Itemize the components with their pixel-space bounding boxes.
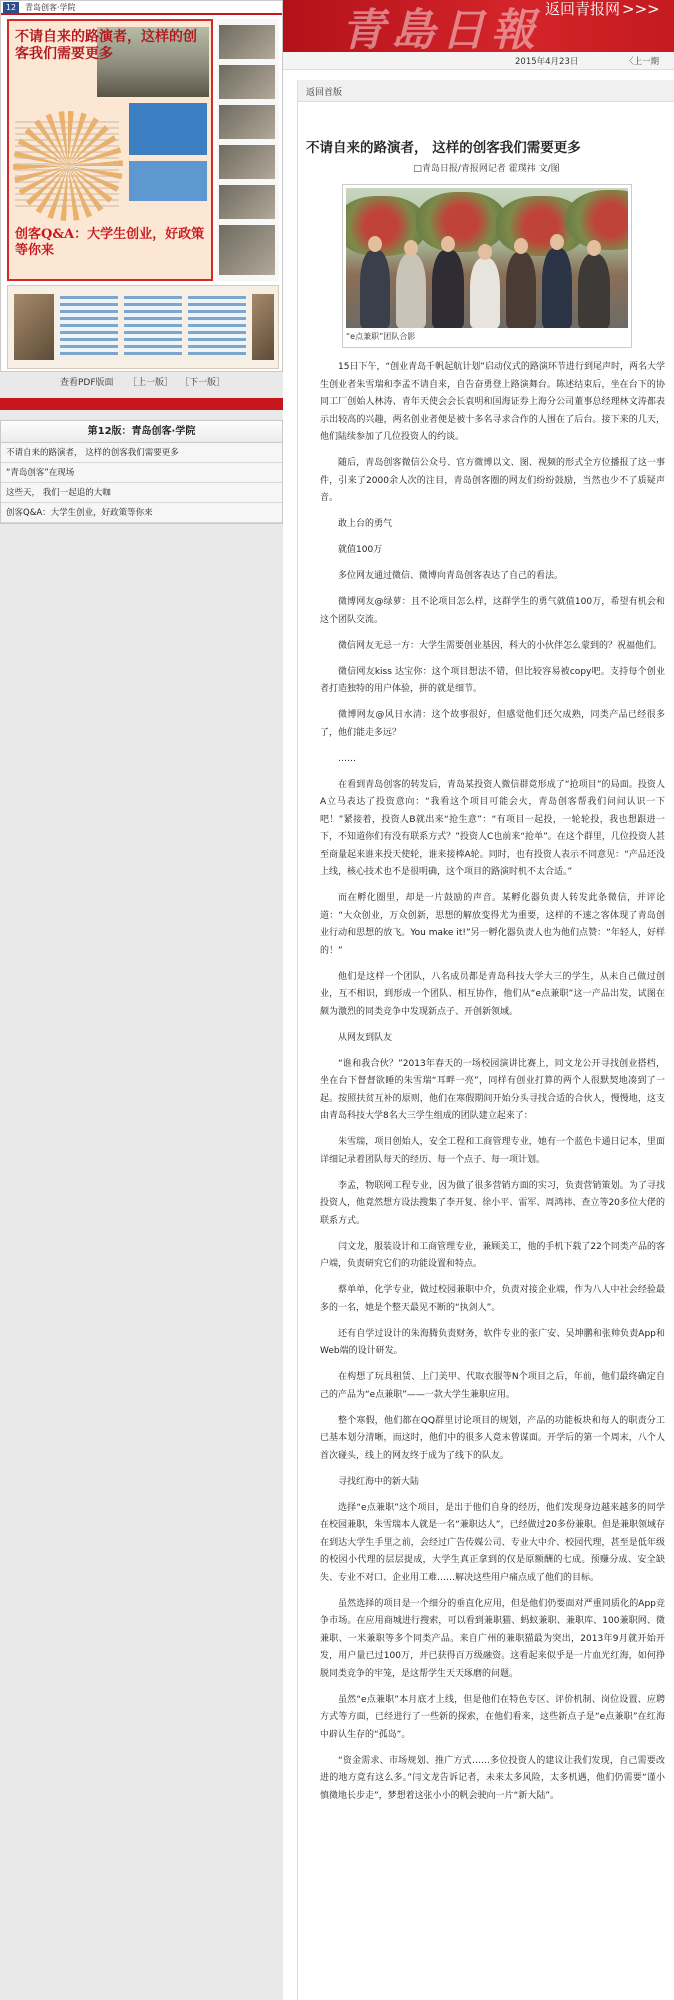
article-photo [342,184,632,348]
article-paragraph: 朱雪瑞，项目创始人，安全工程和工商管理专业，她有一个蓝色卡通日记本，里面详细记录着团队每天的经历、每一个点子、每一项计划。 [320,1137,665,1165]
thumbnail-side-photo [219,105,275,139]
thumbnail-header [1,1,282,15]
newspaper-logo: 青島日報 [341,5,541,52]
date-bar [283,52,674,70]
thumbnail-qa-block [124,296,182,356]
prev-issue-link[interactable]: 〈上一期 [625,57,660,67]
article-paragraph: “资金需求、市场规划、推广方式……多位投资人的建议让我们发现，自己需要改进的地方竟有这么多。”闫文龙告诉记者，未来太多风险，太多机遇，他们仍需要“谨小慎微地长步走”，梦想着这张小小的帆会驶向一片“新大陆”。 [320,1755,665,1801]
back-to-site-link[interactable] [545,0,660,19]
article-byline: □青岛日报/青报网记者 霍璞祎 文/图 [413,164,560,174]
thumbnail-side-photo [219,65,275,99]
thumbnail-body-lines [15,121,119,211]
back-link-label: 返回青报网 [545,0,621,18]
thumbnail-side-photo [219,225,275,275]
page-index-title: 第12版：青岛创客·学院 [1,421,282,443]
thumbnail-infobox [129,103,207,155]
article-paragraph: 闫文龙，服装设计和工商管理专业，兼顾美工，他的手机下载了22个同类产品的客户端，负责研究它们的功能设置和特点。 [320,1241,665,1269]
thumbnail-side-column [217,19,279,281]
article-title: 不请自来的路演者， 这样的创客我们需要更多 [306,140,581,156]
article-paragraph: 微信网友kiss 达宝你：这个项目想法不错，但比较容易被copy吧。支持每个创业者打造独特的用户体验，拼的就是细节。 [320,666,665,694]
thumbnail-infobox [129,161,207,201]
article-paragraph: 他们是这样一个团队，八名成员都是青岛科技大学大三的学生，从未自己做过创业，互不相识，到形成一个团队、相互协作，他们从“e点兼职”这一产品出发，试图在颇为激烈的同类竞争中发现新点子、开创新领域。 [320,971,665,1017]
article-body [320,359,665,1814]
index-item[interactable]: 这些天， 我们一起追的大咖 [1,483,282,503]
article-paragraph: “谁和我合伙？”2013年春天的一场校园演讲比赛上，同文龙公开寻找创业搭档，坐在台下督督欲睡的朱雪瑞“耳畔一亮”，同样有创业打算的两个人很默契地凑到了一起。按照扶贫互补的原则，他们在寒假期间开始分头寻找合适的合伙人，慢慢地，这支由青岛科技大学8名大三学生组成的团队建立起来了： [320,1058,665,1121]
article-paragraph: 微博网友@风日水清：这个故事很好，但感觉他们还欠成熟，同类产品已经很多了，他们能走多远？ [320,710,665,738]
article-subheading: 就值100万 [338,545,383,555]
article-paragraph: 选择“e点兼职”这个项目，是出于他们自身的经历，他们发现身边越来越多的同学在校园兼职，朱雪瑞本人就是一名“兼职达人”，已经做过20多份兼职。但是兼职领域存在到达大学生手里之前，会经过广告传媒公司、专业大中介、校园代理，甚至是低年级的校园小代理的层层提成，大学生真正拿到的仅是原额酬的七成。预赚分成、安全缺失、专业不对口、企业用工难……解决这些用户痛点成了他们的目标。 [320,1502,665,1583]
article-paragraph: 而在孵化圈里，却是一片鼓励的声音。某孵化器负责人转发此条微信，并评论道：“大众创业，万众创新，思想的解放变得尤为重要，这样的不速之客体现了青岛创业行动和思想的放飞。You make it!”另一孵化器负责人也为他们点赞：“年轻人，好样的！” [320,893,665,956]
thumbnail-qa-section [7,285,279,369]
back-to-front-page-link[interactable]: 返回首版 [306,88,343,98]
left-panel [0,0,283,2000]
thumbnail-side-photo [219,145,275,179]
thumbnail-section: 青岛创客·学院 [25,3,76,12]
team-photo [346,188,628,328]
thumbnail-side-photo [219,25,275,59]
article-paragraph: 微博网友@绿萝：且不论项目怎么样，这群学生的勇气就值100万，希望有机会和这个团队交流。 [320,597,665,625]
article-subheading: 敢上台的勇气 [338,519,393,529]
article-paragraph: 虽然“e点兼职”本月底才上线，但是他们在特色专区、评价机制、岗位设置、应聘方式等方面，已经进行了一些新的探索，在他们看来，这些新点子是“e点兼职”在红海中辟认生存的“孤岛”。 [320,1694,665,1740]
thumbnail-qa-photo [14,294,54,360]
issue-date: 2015年4月23日 [515,57,579,67]
thumbnail-side-photo [219,185,275,219]
thumbnail-qa-block [60,296,118,356]
article-paragraph: 15日下午，“创业青岛千帆起航计划”启动仪式的路演环节进行到尾声时，两名大学生创业者朱雪瑞和李孟不请自来，自告奋勇登上路演舞台。陈述结束后，坐在台下的协同工厂创始人林涛、青年天使会会长袁明和国海证券上海分公司董事总经理林文涛都表示出较高的兴趣，两名创业者便是被十多名寻求合作的人围在了后台。接下来的几天，他们陆续参加了几位投资人的约谈。 [320,362,665,442]
pdf-navigation [0,374,283,388]
photo-caption: “e点兼职”团队合影 [346,332,416,341]
prev-page-link[interactable]: ［上一版］ [128,378,174,388]
view-pdf-link[interactable]: 查看PDF版面 [60,378,114,388]
article-paragraph: 在构想了玩具租赁、上门美甲、代取衣服等N个项目之后，年前，他们最终确定自己的产品为“e点兼职”——一款大学生兼职应用。 [320,1372,665,1400]
article-paragraph: …… [338,753,356,764]
article-paragraph: 整个寒假，他们都在QQ群里讨论项目的规划，产品的功能板块和每人的职责分工已基本划分清晰，而这时，他们中的很多人竟未曾谋面。开学后的第一个周末，八个人首次碰头，线上的网友终于成为了线下的队友。 [320,1415,665,1461]
page-thumbnail[interactable] [0,0,283,372]
thumbnail-headline: 不请自来的路演者，这样的创客我们需要更多 [15,29,197,62]
article-paragraph: 多位网友通过微信、微博向青岛创客表达了自己的看法。 [338,571,564,581]
thumbnail-qa-block [188,296,246,356]
article-subheading: 寻找红海中的新大陆 [338,1476,420,1487]
page-index [0,420,283,524]
thumbnail-subheadline: 创客Q&A：大学生创业，好政策等你来 [15,227,205,258]
next-page-link[interactable]: ［下一版］ [180,378,226,388]
thumbnail-qa-photo [252,294,274,360]
article-subheading: 从网友到队友 [338,1032,393,1043]
article-paragraph: 虽然选择的项目是一个细分的垂直化应用，但是他们仍要面对严重同质化的App竞争市场。在应用商城进行搜索，可以看到兼职猫、蚂蚁兼职、兼职库、100兼职网、微兼职、一米兼职等多个同类产品。来自广州的兼职猫最为突出，2013年9月就开始开发，用户量已过100万，并已获得百万级融资。这看起来似乎是一片血光红海，如何挣脱同类竞争的牢笼，是这帮学生天天琢磨的问题。 [320,1598,665,1679]
article-paragraph: 还有自学过设计的朱海腾负责财务，软件专业的张广安、吴坤鹏和张帅负责App和Web端的设计研发。 [320,1328,665,1356]
article-paragraph: 李孟，物联网工程专业，因为做了很多营销方面的实习，负责营销策划。为了寻找投资人，他竟然想方设法搜集了李开复、徐小平、雷军、周鸿祎、查立等20多位大佬的联系方式。 [320,1180,665,1226]
article-paragraph: 随后，青岛创客微信公众号、官方微博以文、图、视频的形式全方位播报了这一事件，引来了2000余人次的注目，青岛创客圈的网友们纷纷鼓励，当然也少不了质疑声音。 [320,458,665,503]
article-toolbar [298,80,674,102]
article-paragraph: 微信网友无忌一方：大学生需要创业基因，科大的小伙伴怎么蒙到的？祝福他们。 [338,640,663,651]
index-item[interactable]: 创客Q&A：大学生创业，好政策等你来 [1,503,282,523]
double-arrow-icon: >>> [622,0,660,18]
thumbnail-main-story [7,19,213,281]
red-divider [0,398,283,410]
thumbnail-page-number: 12 [3,2,19,13]
site-banner [283,0,674,52]
index-item[interactable]: 不请自来的路演者， 这样的创客我们需要更多 [1,443,282,463]
index-item[interactable]: “青岛创客”在现场 [1,463,282,483]
article-container [297,80,674,2000]
article-paragraph: 蔡单单，化学专业，做过校园兼职中介，负责对接企业端，作为八人中社会经验最多的一名，她是个整天最见不断的“执剑人”。 [320,1285,665,1313]
article-paragraph: 在看到青岛创客的转发后，青岛某投资人微信群竟形成了“抢项目”的局面。投资人A立马表达了投资意向：“我看这个项目可能会火，青岛创客帮我们问问认识一下吧！”紧接着，投资人B就出来“抢生意”：“有项目一起投，一轮轮投，我也想跟进一下，不知道你们有没有联系方式？”投资人C也前来“抢单”。在这个群里，几位投资人甚至商量起来谁来投天使轮，谁来接棒A轮。同时，也有投资人表示不同意见：“产品还没上线，核心技术也不是很明确，这个项目的路演时机不太合适。” [320,779,665,877]
right-panel [283,0,674,2000]
